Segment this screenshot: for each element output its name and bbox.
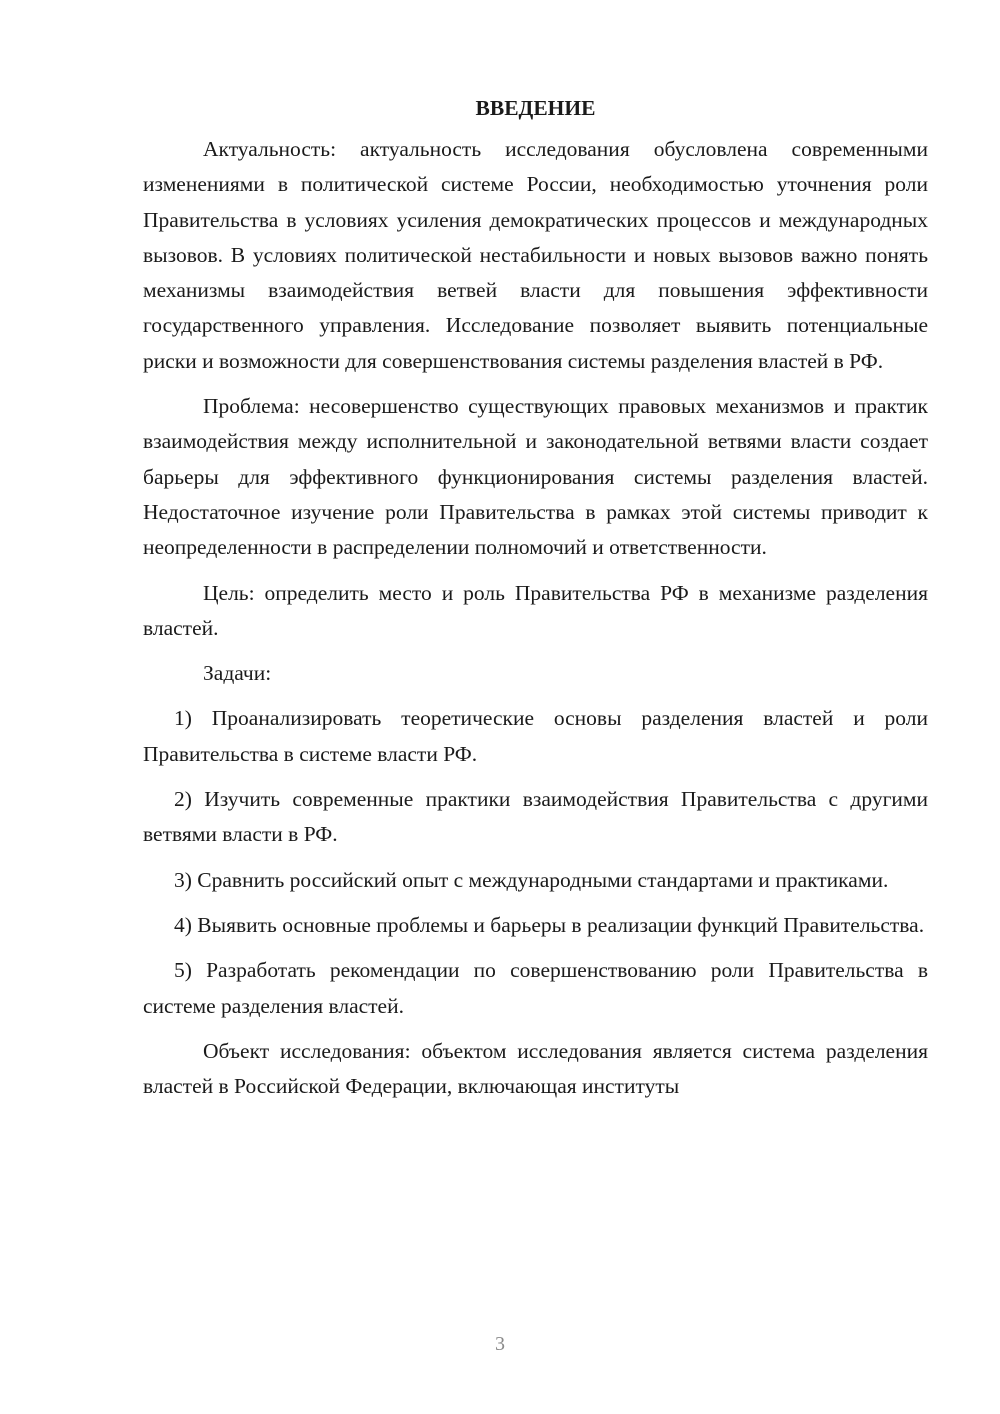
goal-paragraph: Цель: определить место и роль Правительства РФ в механизме разделения властей.: [143, 580, 928, 640]
problem-paragraph: Проблема: несовершенство существующих правовых механизмов и практик взаимодействия между исполнительной и законодательной ветвями власти создает барьеры для эффективного функционирования системы разделения властей. Недостаточное изучение роли Правительства в рамках этой системы приводит к неопределенности в распределении полномочий и ответственности.: [143, 394, 928, 560]
task-item: 2) Изучить современные практики взаимодействия Правительства с другими ветвями власти в РФ.: [143, 787, 928, 847]
task-item: 3) Сравнить российский опыт с международными стандартами и практиками.: [174, 867, 889, 892]
task-item: 4) Выявить основные проблемы и барьеры в реализации функций Правительства.: [174, 912, 925, 937]
document-page: [143, 90, 928, 1114]
task-item: 1) Проанализировать теоретические основы разделения властей и роли Правительства в системе власти РФ.: [143, 706, 928, 766]
tasks-heading: Задачи:: [203, 661, 272, 686]
object-paragraph: Объект исследования: объектом исследования является система разделения властей в Российской Федерации, включающая институты: [143, 1038, 928, 1099]
section-title: ВВЕДЕНИЕ: [475, 96, 596, 120]
page-number: 3: [495, 1333, 505, 1355]
relevance-paragraph: Актуальность: актуальность исследования обусловлена современными изменениями в политической системе России, необходимостью уточнения роли Правительства в условиях усиления демократических процессов и международных вызовов. В условиях политической нестабильности и новых вызовов важно понять механизмы взаимодействия ветвей власти для повышения эффективности государственного управления. Исследование позволяет выявить потенциальные риски и возможности для совершенствования системы разделения властей в РФ.: [143, 137, 928, 373]
task-item: 5) Разработать рекомендации по совершенствованию роли Правительства в системе разделения властей.: [143, 958, 928, 1018]
